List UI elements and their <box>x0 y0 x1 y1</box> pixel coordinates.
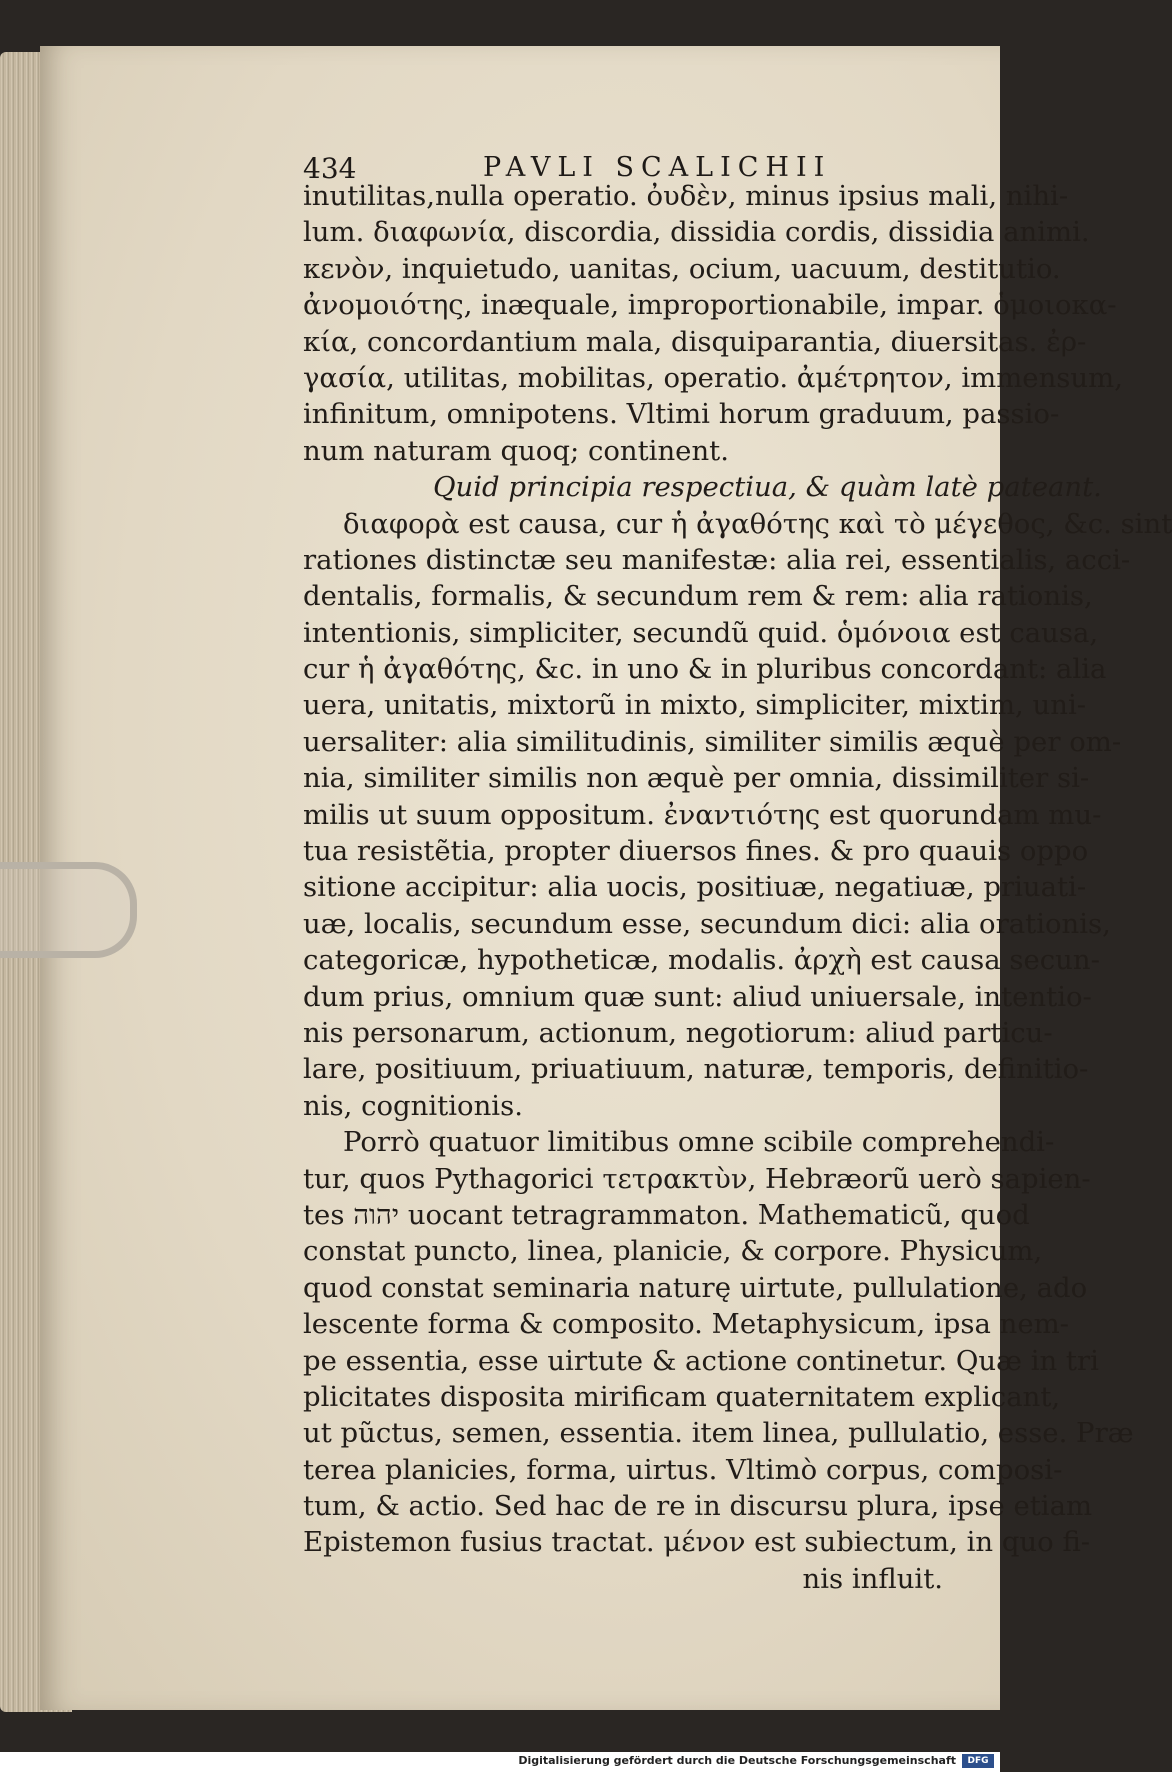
text-line: tua resistẽtia, propter diuersos fines. & pro quauis oppo <box>303 835 1089 868</box>
text-line: constat puncto, linea, planicie, & corpore. Physicum, <box>303 1235 1043 1268</box>
text-line: uersaliter: alia similitudinis, similiter similis æquè per om- <box>303 725 1122 758</box>
text-line: plicitates disposita mirificam quaternitatem explicant, <box>303 1380 1061 1413</box>
text-line: nia, similiter similis non æquè per omnia, dissimiliter si- <box>303 762 1090 795</box>
text-line: nis, cognitionis. <box>303 1089 523 1122</box>
text-line: pe essentia, esse uirtute & actione continetur. Quæ in tri <box>303 1344 1099 1377</box>
text-line: uera, unitatis, mixtorũ in mixto, simpliciter, mixtim, uni- <box>303 689 1087 722</box>
text-line: Epistemon fusius tractat. μένον est subiectum, in quo fi- <box>303 1526 1091 1559</box>
text-block <box>303 178 1172 1597</box>
text-line: κία, concordantium mala, disquiparantia, diuersitas. ἐρ- <box>303 325 1087 358</box>
text-line: ἀνομοιότης, inæquale, improportionabile, impar. ὁμοιοκα- <box>303 289 1117 322</box>
text-line: Porrò quatuor limitibus omne scibile comprehendi- <box>343 1126 1055 1159</box>
page-number: 434 <box>303 152 357 185</box>
text-line: quod constat seminaria naturę uirtute, pullulatione, ado <box>303 1271 1088 1304</box>
text-line: milis ut suum oppositum. ἐναντιότης est quorundam mu- <box>303 798 1102 831</box>
running-title: PAVLI SCALICHII <box>483 152 832 183</box>
text-line: tum, & actio. Sed hac de re in discursu plura, ipse etiam <box>303 1490 1093 1523</box>
text-line: lum. διαφωνία, discordia, dissidia cordis, dissidia animi. <box>303 216 1090 249</box>
text-line: categoricæ, hypotheticæ, modalis. ἀρχὴ est causa secun- <box>303 944 1100 977</box>
text-line: inutilitas,nulla operatio. ὀυδὲν, minus ipsius mali, nihi- <box>303 180 1069 212</box>
text-line: infinitum, omnipotens. Vltimi horum graduum, passio- <box>303 398 1060 431</box>
footer-bar <box>0 1752 1000 1772</box>
section-heading: Quid principia respectiua, & quàm latè pateant. <box>433 471 1102 504</box>
text-line: lare, positiuum, priuatiuum, naturæ, temporis, definitio- <box>303 1053 1089 1086</box>
text-line: κενὸν, inquietudo, uanitas, ocium, uacuum, destitutio. <box>303 252 1061 285</box>
text-line: terea planicies, forma, uirtus. Vltimò corpus, composi- <box>303 1453 1063 1486</box>
text-line: dentalis, formalis, & secundum rem & rem: alia rationis, <box>303 580 1093 613</box>
funding-credit: Digitalisierung gefördert durch die Deutsche Forschungsgemeinschaft <box>518 1754 956 1767</box>
text-line: tes יהוה uocant tetragrammaton. Mathematicũ, quod <box>303 1198 1030 1231</box>
text-line: rationes distinctæ seu manifestæ: alia rei, essentialis, acci- <box>303 543 1131 576</box>
page-clip <box>0 862 137 958</box>
text-line: διαφορὰ est causa, cur ἡ ἀγαθότης καὶ τὸ μέγεθος, &c. sint <box>343 507 1172 540</box>
text-line: sitione accipitur: alia uocis, positiuæ, negatiuæ, priuati- <box>303 871 1087 904</box>
text-line: intentionis, simpliciter, secundũ quid. ὁμόνοια est causa, <box>303 616 1099 649</box>
text-line: tur, quos Pythagorici τετρακτὺν, Hebræorũ uerò sapien- <box>303 1162 1091 1195</box>
catchword: nis influit. <box>802 1562 943 1595</box>
text-line: lescente forma & composito. Metaphysicum, ipsa nem- <box>303 1308 1069 1341</box>
text-line: ut pũctus, semen, essentia. item linea, pullulatio, esse. Præ <box>303 1417 1134 1450</box>
text-line: num naturam quoq; continent. <box>303 434 729 467</box>
text-line: γασία, utilitas, mobilitas, operatio. ἀμέτρητον, immensum, <box>303 361 1123 394</box>
dfg-logo-icon: DFG <box>962 1754 994 1768</box>
text-line: nis personarum, actionum, negotiorum: aliud particu- <box>303 1016 1053 1049</box>
text-line: uæ, localis, secundum esse, secundum dici: alia orationis, <box>303 907 1111 940</box>
text-line: dum prius, omnium quæ sunt: aliud uniuersale, intentio- <box>303 980 1092 1013</box>
text-line: cur ἡ ἀγαθότης, &c. in uno & in pluribus concordant: alia <box>303 653 1107 686</box>
